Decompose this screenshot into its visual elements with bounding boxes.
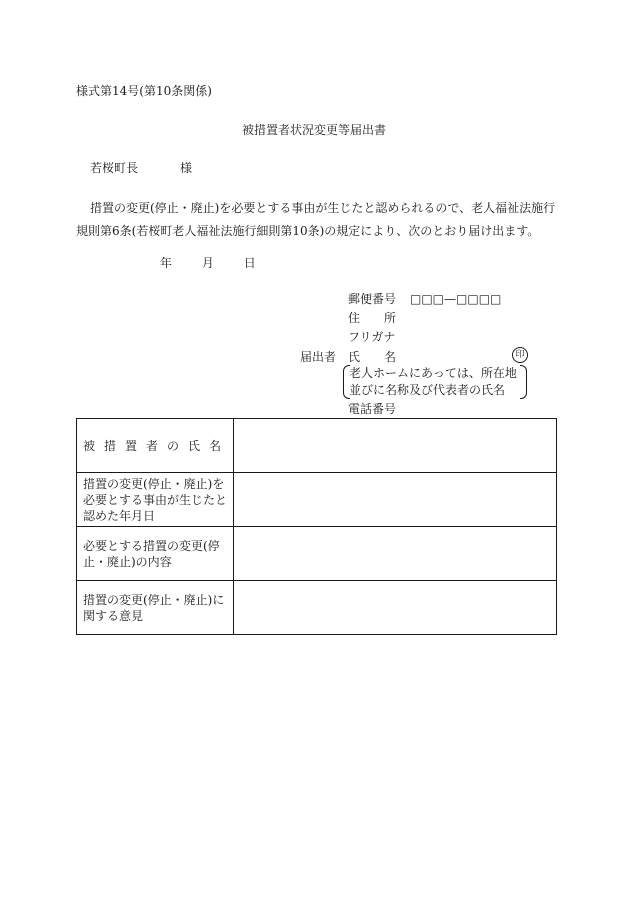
detail-table bbox=[76, 418, 557, 635]
document-title: 被措置者状況変更等届出書 bbox=[242, 123, 387, 137]
date-year: 年 bbox=[160, 256, 173, 270]
addressee-honorific: 様 bbox=[180, 161, 193, 175]
table-row bbox=[77, 473, 557, 527]
addressee bbox=[90, 161, 193, 175]
row-label-person-name: 被措置者の氏名 bbox=[77, 419, 234, 473]
postal-code-label: 郵便番号 bbox=[348, 292, 397, 306]
row-label-opinion: 措置の変更(停止・廃止)に関する意見 bbox=[77, 581, 234, 635]
row-label-change-date: 措置の変更(停止・廃止)を必要とする事由が生じたと認めた年月日 bbox=[77, 473, 234, 527]
right-bracket bbox=[520, 365, 527, 399]
furigana-label: フリガナ bbox=[348, 330, 396, 344]
addressee-town: 若桜町長 bbox=[90, 161, 139, 175]
row-value-change-content[interactable] bbox=[234, 527, 557, 581]
representative-note bbox=[343, 364, 527, 398]
note-line-2: 並びに名称及び代表者の氏名 bbox=[349, 383, 506, 397]
name-label: 氏 名 bbox=[348, 350, 397, 364]
body-text: 措置の変更(停止・廃止)を必要とする事由が生じたと認められるので、老人福祉法施行規則第6条(若桜町老人福祉法施行細則第10条)の規定により、次のとおり届け出ます。 bbox=[76, 201, 556, 238]
note-line-1: 老人ホームにあっては、所在地 bbox=[349, 366, 517, 380]
row-value-person-name[interactable] bbox=[234, 419, 557, 473]
table-row bbox=[77, 527, 557, 581]
table-row bbox=[77, 419, 557, 473]
date-month: 月 bbox=[201, 256, 214, 270]
row-value-change-date[interactable] bbox=[234, 473, 557, 527]
row-label-change-content: 必要とする措置の変更(停止・廃止)の内容 bbox=[77, 527, 234, 581]
seal-mark: 印 bbox=[512, 347, 528, 363]
form-number: 様式第14号(第10条関係) bbox=[76, 84, 212, 98]
date-day: 日 bbox=[243, 256, 256, 270]
table-row bbox=[77, 581, 557, 635]
phone-label: 電話番号 bbox=[348, 402, 397, 416]
date-row bbox=[160, 257, 256, 269]
notifier-label: 届出者 bbox=[300, 350, 337, 364]
postal-code-field[interactable]: □□□—□□□□ bbox=[410, 292, 502, 306]
row-value-opinion[interactable] bbox=[234, 581, 557, 635]
address-label: 住 所 bbox=[348, 311, 397, 325]
